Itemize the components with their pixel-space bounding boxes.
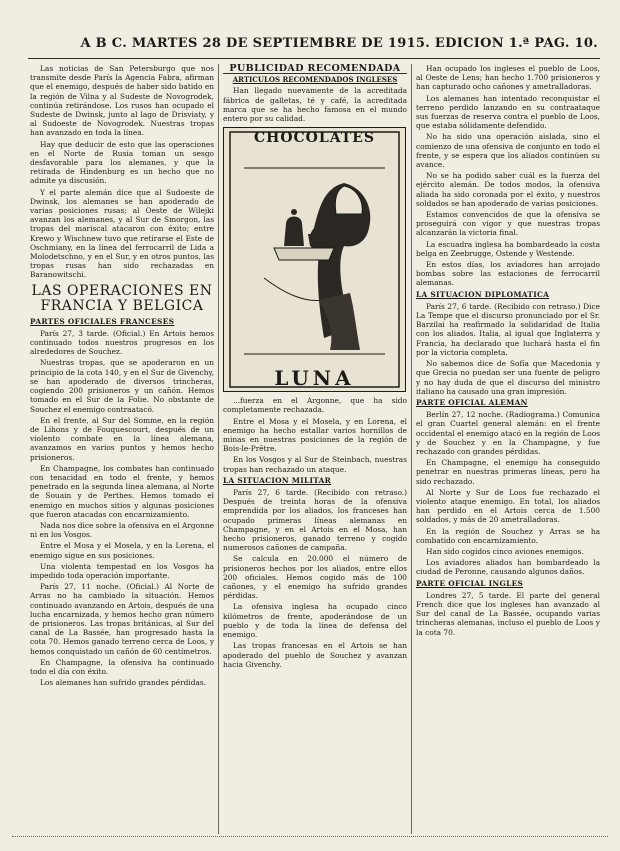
column-divider-1 (218, 64, 219, 834)
paragraph: Se calcula en 20.000 el número de prisioneros hechos por los aliados, entre ellos 200 oficiales. Hemos cogido más de 100 cañones, y el enemigo ha sufrido grandes pérdidas. (223, 554, 407, 601)
paragraph: Entre el Mosa y el Mosela, y en la Lorena, el enemigo sigue en sus posiciones. (30, 541, 214, 560)
chocolate-advertisement (223, 127, 406, 392)
paragraph: Han sido cogidos cinco aviones enemigos. (426, 546, 584, 556)
paragraph: París 27, 11 noche. (Oficial.) Al Norte de Arras no ha cambiado la situación. Hemos continuado avanzando en Artois, después de una lucha encarnizada, y hemos hecho gran número de prisioneros. Las tropas británicas, al Sur del canal de La Bassée, han progresado hasta la cota 70. Hemos ganado terreno cerca de Loos, y hemos conquistado un cañón de 60 centímetros. (30, 582, 214, 656)
paragraph: En Champagne, los combates han continuado con tenacidad en todo el frente, y hemos penetrado en la segunda línea alemana, al Norte de Souain y de Perthes. Hemos tomado el enemigo en muchos sitios y algunas posiciones que fueron atacadas con encarnizamiento. (30, 463, 214, 519)
paragraph: Una violenta tempestad en los Vosgos ha impedido toda operación importante. (30, 561, 214, 580)
paragraph: Nuestras tropas, que se apoderaron en un principio de la cota 140, y en el Sur de Givenchy, se han apoderado de diversos trincheras, cogiendo 200 prisioneros y un cañón. Hemos tomado en el Sur de la Folie. No obstante de Souchez el enemigo contraatacó. (30, 358, 214, 414)
paragraph: Las noticias de San Petersburgo que nos transmite desde París la Agencia Fabra, afirman que el enemigo, después de haber sido batido en la región de Vilna y al Sudeste de Novogrodek, continúa retirándose. Los rusos han ocupado el Sudeste de Dwinsk, junto al lago de Drisviaty, y al Sudoeste de Novogrodek. Nuestras tropas han avanzado en toda la línea. (30, 64, 214, 138)
paragraph: No ha sido una operación aislada, sino el comienzo de una ofensiva de conjunto en todo el frente, y se espera que los aliados continúen su avance. (416, 132, 600, 170)
paragraph: Han ocupado los ingleses el pueblo de Loos, al Oeste de Lens; han hecho 1.700 prisioneros y han capturado ocho cañones y ametralladoras. (416, 64, 600, 92)
section-subhead: LA SITUACION MILITAR (223, 475, 332, 485)
column-3 (416, 64, 600, 829)
paragraph: Han llegado nuevamente de la acreditada fábrica de galletas, té y café, la acreditada marca que se ha hecho famosa en el mundo entero por su calidad. (223, 86, 407, 124)
paragraph: París 27, 6 tarde. (Recibido con retraso.) Después de treinta horas de la ofensiva emprendida por los aliados, los franceses han ocupado primeras líneas alemanas en Champagne, y en el Artois en el Mosa, han hecho prisioneros, ganado terreno y cogido numerosos cañones de campaña. (223, 488, 407, 553)
paragraph: En Champagne, la ofensiva ha continuado todo el día con éxito. (30, 657, 214, 676)
paragraph: Entre el Mosa y el Mosela, y en Lorena, el enemigo ha hecho estallar varios hornillos de minas en nuestras posiciones de la región de Bois-le-Prêtre. (223, 416, 407, 454)
paragraph: Berlín 27, 12 noche. (Radiograma.) Comunica el gran Cuartel general alemán: en el frente occidental el enemigo atacó en la región de Loos y de Souchez y en la Champagne, y fue rechazado con grandes pérdidas. (416, 410, 600, 456)
paragraph: La ofensiva inglesa ha ocupado cinco kilómetros de frente, apoderándose de un pueblo y de toda la línea de defensa del enemigo. (223, 602, 407, 640)
paragraph: Los alemanes han sufrido grandes pérdidas. (40, 678, 207, 688)
section-subhead: LA SITUACION DIPLOMATICA (416, 289, 550, 299)
paragraph: ...fuerza en el Argonne, que ha sido completamente rechazada. (223, 396, 407, 415)
section-headline: LAS OPERACIONES EN FRANCIA Y BELGICA (31, 282, 213, 314)
paragraph: No sabemos dice de Sofía que Macedonia y que Grecia no puedan ser una fuente de peligro y no hay duda de que el discurso del ministro italiano ha causado una gran impresión. (416, 359, 600, 396)
paragraph: Al Norte y Sur de Loos fue rechazado el violento ataque enemigo. En total, los aliados han perdido en el Artois cerca de 1.500 soldados, y más de 20 ametralladoras. (416, 487, 600, 525)
column-2 (223, 64, 407, 829)
advertising-header: PUBLICIDAD RECOMENDADA (223, 64, 407, 74)
paragraph: Los alemanes han intentado reconquistar el terreno perdido lanzando en su contraataque sus fuerzas de reserva contra el pueblo de Loos, que estaba sólidamente defendido. (416, 93, 600, 131)
advertisement-illustration (224, 128, 405, 391)
paragraph: La escuadra inglesa ha bombardeado la costa belga en Zeebrugge, Ostende y Westende. (416, 239, 600, 258)
paragraph: Hay que deducir de esto que las operaciones en el Norte de Rusia toman un sesgo desfavorable para los alemanes, y que la retirada de Hindenburg es un hecho que no admite ya discusión. (30, 139, 214, 186)
column-1 (30, 64, 214, 829)
paragraph: No se ha podido saber cuál es la fuerza del ejército alemán. De todos modos, la ofensiva aliada ha sido coronada por el éxito, y nuestros soldados se han apoderado de varias posiciones. (416, 171, 600, 208)
paragraph: En el frente, al Sur del Somme, en la región de Lihons y de Fouquescourt, después de un violento combate en la línea alemana, avanzamos en varios puntos y hemos hecho prisioneros. (30, 415, 214, 462)
paragraph: París 27, 3 tarde. (Oficial.) En Artois hemos continuado todos nuestros progresos en los alrededores de Souchez. (30, 328, 214, 357)
column-divider-2 (411, 64, 412, 834)
paragraph: Londres 27, 5 tarde. El parte del general French dice que los ingleses han avanzado al Sur del canal de La Bassée, ocupando varias trincheras alemanas, incluso el pueblo de Loos y la cota 70. (416, 590, 600, 637)
paragraph: En los Vosgos y al Sur de Steinbach, nuestras tropas han rechazado un ataque. (223, 455, 407, 474)
paragraph: Y el parte alemán dice que al Sudoeste de Dwinsk, los alemanes se han apoderado de varias posiciones rusas; al Oeste de Wilejki avanzan los alemanes, y al Sur de Smorgon, las tropas del mariscal atacaron con éxito; entre Krewo y Wischnew tuvo que retirarse el Este de Oschmiany, en la línea del ferrocarril de Lida a Molodetschno, y en el Sur, y en otros puntos, las tropas rusas han sido rechazadas en Baranowitschi. (30, 187, 214, 280)
paragraph: Nada nos dice sobre la ofensiva en el Argonne ni en los Vosgos. (30, 520, 214, 540)
paragraph: París 27, 6 tarde. (Recibido con retraso.) Dice La Tempe que el discurso pronunciado por el Sr. Barzilai ha reafirmado la solidaridad de Italia con los aliados. Italia, al igual que Inglaterra y Francia, ha declarado que luchará hasta el fin por la victoria completa. (416, 301, 600, 357)
header-rule (28, 58, 600, 59)
bottom-rule (12, 836, 608, 837)
advertising-subhead: ARTICULOS RECOMENDADOS INGLESES (232, 75, 398, 85)
page-header: A B C. MARTES 28 DE SEPTIEMBRE DE 1915. EDICION 1.ª PAG. 10. (80, 36, 598, 51)
ad-brand-bottom: LUNA (274, 366, 355, 391)
paragraph: Estamos convencidos de que la ofensiva se proseguirá con vigor y que nuestras tropas alcanzarán la victoria final. (416, 210, 600, 238)
paragraph: Los aviadores aliados han bombardeado la ciudad de Peronne, causando algunos daños. (416, 558, 600, 577)
section-subhead: PARTE OFICIAL ALEMAN (416, 397, 528, 407)
section-subhead: PARTE OFICIAL INGLES (416, 578, 524, 588)
section-subhead: PARTES OFICIALES FRANCESES (30, 316, 175, 326)
ad-brand-top: CHOCOLATES (253, 130, 376, 147)
paragraph: Las tropas francesas en el Artois se han apoderado del pueblo de Souchez y avanzan hacia Givenchy. (223, 641, 407, 669)
paragraph: En la región de Souchez y Arras se ha combatido con encarnizamiento. (416, 526, 600, 545)
paragraph: En estos días, los aviadores han arrojado bombas sobre las estaciones de ferrocarril alemanas. (416, 260, 600, 288)
paragraph: En Champagne, el enemigo ha conseguido penetrar en nuestras primeras líneas, pero ha sido rechazado. (416, 458, 600, 486)
